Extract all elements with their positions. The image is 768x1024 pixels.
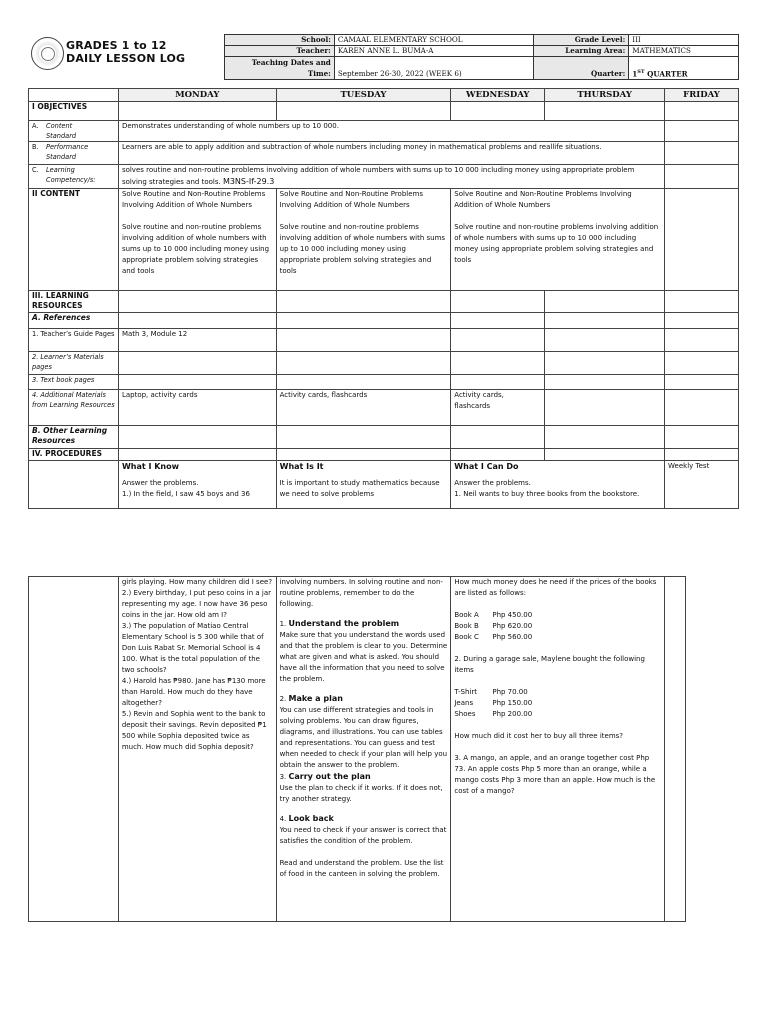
references-heading: A. References [29,313,119,328]
performance-standard-label: B. Performance Standard [29,142,119,165]
list-item: Book B Php 620.00 [454,622,533,630]
teaching-dates-label: Teaching Dates and Time: [225,57,335,80]
day-header-friday: FRIDAY [665,89,739,102]
teachers-guide-label: 1. Teacher’s Guide Pages [29,328,119,352]
additional-materials-wednesday: Activity cards, flashcards [451,390,545,426]
wednesday-problems: How much money does he need if the prices of the books are listed as follows: Book A Php 450.00 Book B Php 620.00 Book C Php 560.00 2. During a garage sale, Maylene bought the following items T-Shirt Php 70.00 Jeans Php 150.00 Shoes Php 200.00 How much did it cost her to buy all three items? 3. A mango, an apple, and an orange together cost Php 73. An apple costs Php 5 more than an orange, while a mango costs Php 3 more than an apple. How much is the cost of a mango? [451,577,665,922]
content-wednesday: Solve Routine and Non-Routine Problems Involving Addition of Whole Numbers Solve routine and non-routine problems involving addition of whole numbers with sums up to 10 000 including money using appropriate problem solving strategies and tools [451,189,665,290]
textbook-pages-label: 3. Text book pages [29,374,119,389]
learners-materials-label: 2. Learner’s Materials pages [29,352,119,375]
additional-materials-monday: Laptop, activity cards [118,390,276,426]
day-header-monday: MONDAY [118,89,276,102]
deped-seal-icon [31,37,64,70]
list-item: Jeans Php 150.00 [454,699,533,707]
what-is-it-title: What Is It [279,461,324,471]
document-title: GRADES 1 to 12 DAILY LESSON LOG [66,39,186,65]
teachers-guide-monday: Math 3, Module 12 [118,328,276,352]
teacher-label: Teacher: [225,46,335,57]
step-plan: 2. Make a plan [279,694,343,703]
day-header-wednesday: WEDNESDAY [451,89,545,102]
grade-level-label: Grade Level: [534,35,629,46]
content-standard-text: Demonstrates understanding of whole numbers up to 10 000. [118,120,664,142]
objectives-heading: I OBJECTIVES [29,102,119,120]
school-value: CAMAAL ELEMENTARY SCHOOL [334,35,534,46]
competency-code: M3NS-If-29.3 [222,176,275,186]
additional-materials-label: 4. Additional Materials from Learning Resources [29,390,119,426]
what-i-know-title: What I Know [121,461,180,471]
tuesday-problem-solving-steps: involving numbers. In solving routine and non-routine problems, remember to do the following. 1. Understand the problem Make sure that you understand the words used and that the problem is clear to you. Determine what are given and what is asked. You should have all the information that you need to solve the problem. 2. Make a plan You can use different strategies and tools in solving problems. You can draw figures, diagrams, and illustrations. You can use tables and representations. You can guess and test when needed to check if your plan will help you obtain the answer to the problem. 3. Carry out the plan Use the plan to check if it works. If it does not, try another strategy. 4. Look back You need to check if your answer is correct that satisfies the condition of the problem. Read and understand the problem. Use the list of food in the canteen in solving the problem. [276,577,451,922]
quarter-label: Quarter: [534,57,629,80]
procedures-friday: Weekly Test [665,460,739,508]
step-carry-out: 3. Carry out the plan [279,772,371,781]
procedures-heading: IV. PROCEDURES [29,449,119,460]
learning-competency-label: C. Learning Competency/s: [29,164,119,189]
book-price-list [454,610,532,643]
list-item: Shoes Php 200.00 [454,710,533,718]
what-i-can-do-title: What I Can Do [454,461,519,471]
learning-area-value: MATHEMATICS [629,46,739,57]
lesson-log-table [28,88,739,509]
quarter-value: 1ST QUARTER [629,57,739,80]
corner-cell [29,89,119,102]
garage-sale-items [454,687,532,720]
school-label: School: [225,35,335,46]
day-header-tuesday: TUESDAY [276,89,451,102]
monday-problems: girls playing. How many children did I see? 2.) Every birthday, I put peso coins in a jar representing my age. I now have 36 peso coins in the jar. How old am I? 3.) The population of Matiao Central Elementary School is 5 300 while that of Don Luis Rabat Sr. Memorial School is 4 100. What is the total population of the two schools? 4.) Harold has ₱980. Jane has ₱130 more than Harold. How much do they have altogether? 5.) Revin and Sophia went to the bank to deposit their savings. Revin deposited ₱1 500 while Sophia deposited twice as much. How much did Sophia deposit? [118,577,276,922]
teaching-dates-value: September 26-30, 2022 (WEEK 6) [334,57,534,80]
learning-area-label: Learning Area: [534,46,629,57]
procedures-tuesday: What Is It It is important to study mathematics because we need to solve problems [276,460,451,508]
list-item: T-Shirt Php 70.00 [454,688,528,696]
learning-resources-heading: III. LEARNING RESOURCES [29,290,119,313]
content-tuesday: Solve Routine and Non-Routine Problems Involving Addition of Whole Numbers Solve routine and non-routine problems involving addition of whole numbers with sums up to 10 000 including money using appropriate problem solving strategies and tools [276,189,451,290]
learning-competency-text: solves routine and non-routine problems involving addition of whole numbers with sums up to 10 000 including money using appropriate problem solving strategies and tools. M3NS-If-29.3 [118,164,664,189]
additional-materials-tuesday: Activity cards, flashcards [276,390,451,426]
content-monday: Solve Routine and Non-Routine Problems Involving Addition of Whole Numbers Solve routine and non-routine problems involving addition of whole numbers with sums up to 10 000 including money using appropriate problem solving strategies and tools [118,189,276,290]
list-item: Book C Php 560.00 [454,633,533,641]
grade-level-value: III [629,35,739,46]
list-item: Book A Php 450.00 [454,611,533,619]
day-header-thursday: THURSDAY [545,89,665,102]
content-standard-label: A. Content Standard [29,120,119,142]
header-info-table [224,34,739,80]
procedures-wednesday: What I Can Do Answer the problems. 1. Neil wants to buy three books from the bookstore. [451,460,665,508]
procedures-continued-table [28,576,686,922]
other-resources-label: B. Other Learning Resources [29,425,119,449]
content-heading: II CONTENT [29,189,119,290]
procedures-monday: What I Know Answer the problems. 1.) In the field, I saw 45 boys and 36 [118,460,276,508]
step-look-back: 4. Look back [279,814,334,823]
step-understand: 1. Understand the problem [279,619,400,628]
teacher-value: KAREN ANNE L. BUMA-A [334,46,534,57]
performance-standard-text: Learners are able to apply addition and subtraction of whole numbers including money in mathematical problems and reallife situations. [118,142,664,165]
